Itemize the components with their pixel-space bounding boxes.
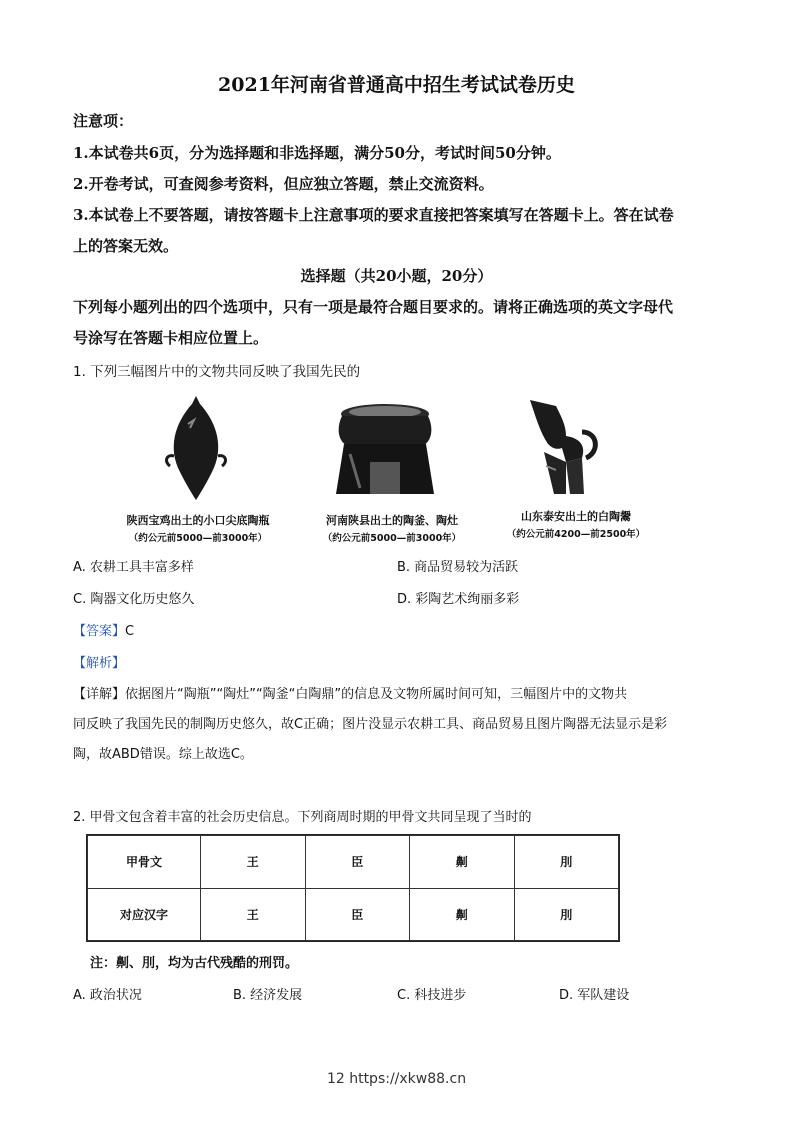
notice-item: 上的答案无效。 — [73, 237, 179, 255]
detail-line: 陶，故ABD错误。综上故选C。 — [73, 747, 253, 762]
notice-item: 1.本试卷共6页，分为选择题和非选择题，满分50分，考试时间50分钟。 — [73, 144, 561, 162]
option-b: B. 经济发展 — [233, 988, 303, 1003]
table-note: 注：劓、刖，均为古代残酷的刑罚。 — [90, 956, 299, 971]
detail-line: 同反映了我国先民的制陶历史悠久，故C正确；图片没显示农耕工具、商品贸易且图片陶器无法显示是彩 — [73, 717, 668, 732]
figure-name: 河南陕县出土的陶釜、陶灶 — [326, 514, 458, 527]
page-footer: 12 https://xkw88.cn — [326, 1071, 467, 1087]
modern-char: 王 — [201, 888, 306, 941]
figure-name: 陕西宝鸡出土的小口尖底陶瓶 — [126, 514, 270, 527]
option-c: C. 陶器文化历史悠久 — [73, 592, 195, 607]
detail-line: 【详解】依据图片“陶瓶”“陶灶”“陶釜“白陶鼎”的信息及文物所属时间可知，三幅图片中的文物共 — [73, 687, 628, 702]
oracle-glyph: 刖 — [514, 836, 619, 889]
option-b: B. 商品贸易较为活跃 — [397, 560, 519, 575]
answer-value: C — [125, 624, 135, 639]
figure-caption — [486, 508, 666, 540]
oracle-bone-table — [86, 834, 620, 942]
oracle-glyph: 劓 — [410, 836, 515, 889]
notice-heading: 注意项： — [73, 112, 134, 130]
figure-name: 山东泰安出土的白陶鬶 — [521, 510, 631, 523]
answer-label: 【答案】 — [73, 624, 126, 639]
table-row-head: 对应汉字 — [88, 888, 201, 941]
page-title: 2021年河南省普通高中招生考试试卷历史 — [218, 74, 575, 96]
modern-char: 臣 — [305, 888, 410, 941]
table-row — [88, 888, 619, 941]
option-d: D. 彩陶艺术绚丽多彩 — [397, 592, 520, 607]
figure-caption — [108, 512, 288, 544]
analysis-label: 【解析】 — [73, 656, 126, 671]
figure-date: （约公元前5000—前3000年） — [322, 533, 462, 544]
table-row — [88, 836, 619, 889]
notice-item: 3.本试卷上不要答题，请按答题卡上注意事项的要求直接把答案填写在答题卡上。答在试卷 — [73, 206, 674, 224]
modern-char: 刖 — [514, 888, 619, 941]
pot-stove-icon — [330, 398, 440, 498]
modern-char: 劓 — [410, 888, 515, 941]
option-c: C. 科技进步 — [397, 988, 467, 1003]
gui-pitcher-icon — [526, 396, 606, 500]
option-d: D. 军队建设 — [559, 988, 630, 1003]
section-heading: 选择题（共20小题，20分） — [300, 267, 493, 285]
answer-line — [73, 620, 134, 639]
oracle-glyph: 臣 — [305, 836, 410, 889]
notice-item: 2.开卷考试，可查阅参考资料，但应独立答题，禁止交流资料。 — [73, 175, 494, 193]
option-a: A. 政治状况 — [73, 988, 142, 1003]
table-row-head: 甲骨文 — [88, 836, 201, 889]
figure-date: （约公元前4200—前2500年） — [506, 529, 646, 540]
q1-stem: 1. 下列三幅图片中的文物共同反映了我国先民的 — [73, 364, 361, 380]
oracle-glyph: 王 — [201, 836, 306, 889]
q2-stem: 2. 甲骨文包含着丰富的社会历史信息。下列商周时期的甲骨文共同呈现了当时的 — [73, 810, 532, 825]
option-a: A. 农耕工具丰富多样 — [73, 560, 194, 575]
section-instruction: 下列每小题列出的四个选项中，只有一项是最符合题目要求的。请将正确选项的英文字母代 — [73, 298, 674, 316]
pointed-bottle-icon — [160, 394, 232, 502]
section-instruction: 号涂写在答题卡相应位置上。 — [73, 329, 269, 347]
figure-date: （约公元前5000—前3000年） — [128, 533, 268, 544]
figure-caption — [302, 512, 482, 544]
